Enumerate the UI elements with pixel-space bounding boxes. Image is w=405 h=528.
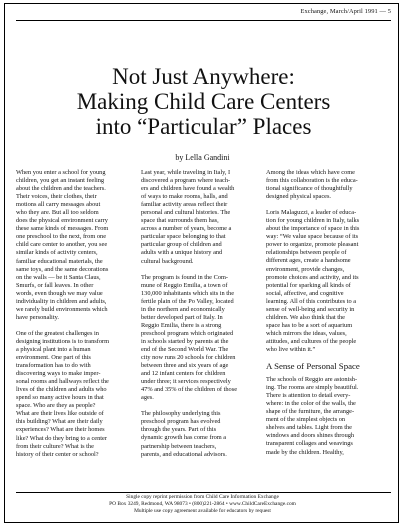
title-line-2: Making Child Care Centers [76, 89, 331, 114]
paragraph: Loris Malaguzzi, a leader of educa- tion for young children in Italy, talks about the importance of space in this way: “We value space because of its power to organize, promote pleasant relationships between people of different ages, create a handsome environment, provide changes, promote choices and activity, and its potential for sparking all kinds of social, affective, and cognitive learning. All of this contributes to a sense of well-being and security in children. We also think that the space has to be a sort of aquarium which mirrors the ideas, values, attitudes, and cultures of the people who live within it.” [266, 209, 360, 353]
paragraph: The schools of Reggio are astonish- ing. The rooms are simply beautiful. There is attention to detail every- where: in the color of the walls, the shape of the furniture, the arrange- ment of the simplest objects on shelves and tables. Light from the windows and doors shines through transparent collages and weavings made by the children. Healthy, [266, 376, 359, 456]
paragraph: Among the ideas which have come from this collaboration is the educa- tional significance of thoughtfully designed physical spaces. [266, 169, 358, 201]
article-title [16, 64, 391, 139]
column-3 [266, 169, 380, 489]
running-head: Exchange, March/April 1991 — 5 [300, 8, 391, 15]
footer-line-1: Single copy reprint permission from Child Care Information Exchange [126, 494, 279, 500]
title-line-1: Not Just Anywhere: [112, 64, 295, 89]
title-line-3: into “Particular” Places [95, 114, 312, 139]
footer-rule [16, 492, 391, 493]
paragraph: The philosophy underlying this preschool program has evolved through the years. Part of this dynamic growth has come from a partnership between teachers, parents, and educational advisors. [141, 410, 227, 458]
paragraph: The program is found in the Com- mune of Reggio Emilia, a town of 130,000 inhabitants which sits in the fertile plain of the Po Valley, located in the northern and economically better developed part of Italy. In Reggio Emilia, there is a strong preschool program which originated in schools started by parents at the end of the Second World War. The city now runs 20 schools for children between three and six years of age and 12 infant centers for children under three; it services respectively 47% and 35% of the children of those ages. [141, 273, 238, 402]
footer-line-2: PO Box 3249, Redmond, WA 98073 • (800)221-2864 • www.ChildCareExchange.com [109, 501, 296, 507]
column-1 [16, 169, 130, 489]
article-body [16, 169, 391, 489]
paragraph: Last year, while traveling in Italy, I discovered a program where teach- ers and children have found a wealth of ways to make rooms, halls, and familiar activity areas reflect their personal and cultural histories. The space that surrounds them has, across a number of years, become a particular space belonging to that particular group of children and adults with a unique history and cultural background. [141, 169, 235, 265]
reprint-footer [0, 494, 405, 515]
paragraph: One of the greatest challenges in designing institutions is to transform a physical plant into a human environment. One part of this transformation has to do with discovering ways to make imper- sonal rooms and hallways reflect the lives of the children and adults who spend so many active hours in that space. Who are they as people? What are their lives like outside of this building? What are their daily experiences? What are their homes like? What do they bring to a center from their culture? What is the history of their center or school? [16, 329, 110, 458]
byline: by Lella Gandini [175, 153, 230, 162]
column-2 [141, 169, 255, 489]
paragraph: When you enter a school for young children, you get an instant feeling about the children and the teachers. Their voices, their clothes, their motions all carry messages about who they are. But all too seldom does the physical environment carry these same kinds of messages. From one preschool to the next, from one child care center to another, you see similar kinds of activity centers, familiar educational materials, the same toys, and the same decorations on the walls — be it Santa Claus, Smurfs, or fall leaves. In other words, even though we may value individuality in children and adults, we rarely build environments which have personality. [16, 169, 109, 321]
section-subhead: A Sense of Personal Space [266, 361, 360, 372]
footer-line-3: Multiple use copy agreement available for educators by request [134, 508, 271, 514]
header-rule [16, 20, 391, 21]
